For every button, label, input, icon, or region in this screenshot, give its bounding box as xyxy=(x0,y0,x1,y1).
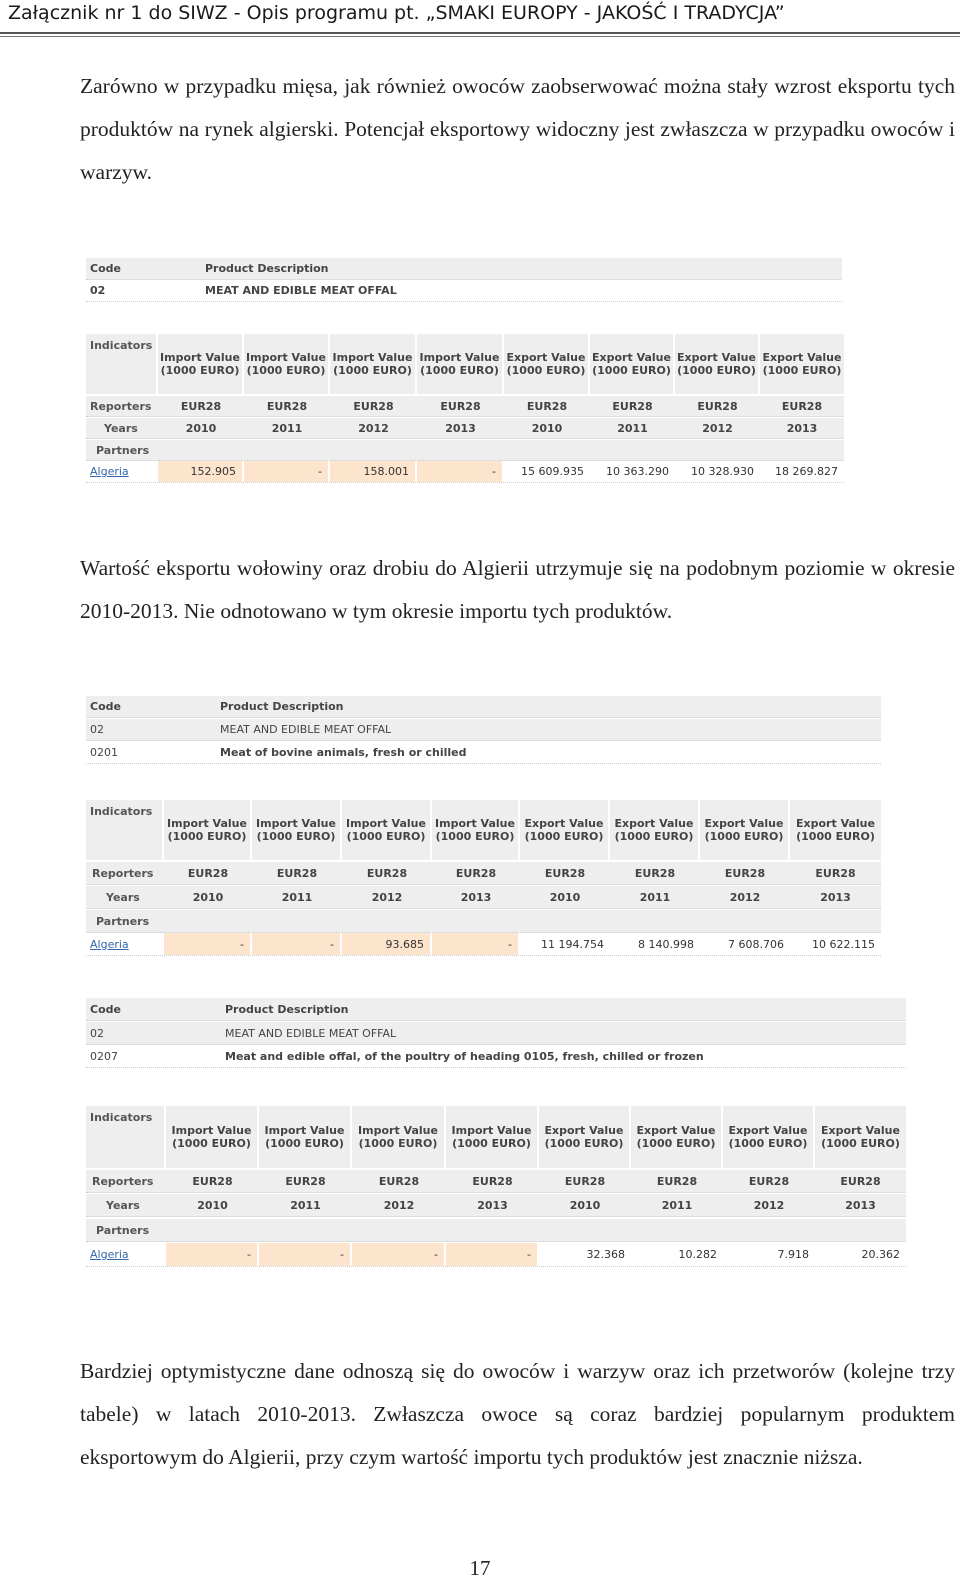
page-header xyxy=(0,0,960,40)
value-cell: - xyxy=(446,1243,539,1266)
reporter-cell: EUR28 xyxy=(656,1174,698,1188)
code-value: 02 xyxy=(90,723,104,736)
partners-label: Partners xyxy=(96,443,150,457)
paragraph-2: Wartość eksportu wołowiny oraz drobiu do Algierii utrzymuje się na podobnym poziomie w okresie 2010-2013. Nie odnotowano w tym okresie importu tych produktów. xyxy=(80,556,955,623)
year-cell: 2012 xyxy=(753,1198,785,1212)
reporter-cell: EUR28 xyxy=(455,866,497,880)
code-label: Code xyxy=(90,262,121,275)
value-cell: - xyxy=(417,461,504,482)
reporter-cell: EUR28 xyxy=(781,399,823,413)
value-cell: - xyxy=(164,933,252,955)
reporter-cell: EUR28 xyxy=(526,399,568,413)
value-cell: 152.905 xyxy=(158,461,244,482)
reporter-cell: EUR28 xyxy=(748,1174,790,1188)
value-cell: 10 363.290 xyxy=(606,465,669,478)
code-row xyxy=(86,1045,906,1068)
code-table-3 xyxy=(86,998,906,1070)
indicator-cell: Import Value (1000 EURO) xyxy=(158,334,244,394)
reporter-cell: EUR28 xyxy=(840,1174,881,1188)
code-row xyxy=(86,742,881,764)
reporters-label: Reporters xyxy=(92,866,154,880)
reporter-cell: EUR28 xyxy=(440,399,481,413)
indicator-cell: Import Value (1000 EURO) xyxy=(252,800,342,860)
header-rule xyxy=(0,32,960,34)
indicator-cell: Export Value (1000 EURO) xyxy=(504,334,590,394)
reporter-cell: EUR28 xyxy=(472,1174,513,1188)
years-label: Years xyxy=(106,1198,140,1212)
reporter-cell: EUR28 xyxy=(697,399,738,413)
value-cell: 10 622.115 xyxy=(812,937,875,951)
indicators-label: Indicators xyxy=(86,1106,166,1168)
reporter-cell: EUR28 xyxy=(634,866,676,880)
page-number: 17 xyxy=(469,1556,491,1580)
code-header-row xyxy=(86,998,906,1021)
year-cell: 2011 xyxy=(290,1198,321,1212)
partners-row xyxy=(86,1219,906,1242)
partners-row xyxy=(86,910,881,933)
reporter-cell: EUR28 xyxy=(285,1174,326,1188)
indicator-cell: Import Value (1000 EURO) xyxy=(259,1106,352,1168)
year-cell: 2010 xyxy=(549,890,581,904)
code-label: Code xyxy=(90,700,121,713)
year-cell: 2013 xyxy=(477,1198,508,1212)
partners-label: Partners xyxy=(96,914,150,928)
value-cell: - xyxy=(244,461,330,482)
desc-value: MEAT AND EDIBLE MEAT OFFAL xyxy=(205,284,397,297)
code-label: Code xyxy=(90,1002,121,1016)
code-header-row xyxy=(86,258,842,280)
year-cell: 2013 xyxy=(460,890,492,904)
year-cell: 2011 xyxy=(617,421,648,435)
year-cell: 2011 xyxy=(281,890,313,904)
indicator-cell: Export Value (1000 EURO) xyxy=(520,800,610,860)
indicator-cell: Import Value (1000 EURO) xyxy=(352,1106,446,1168)
year-cell: 2013 xyxy=(845,1198,876,1212)
value-cell: 10 328.930 xyxy=(691,465,754,478)
indicator-cell: Import Value (1000 EURO) xyxy=(166,1106,259,1168)
indicator-cell: Export Value (1000 EURO) xyxy=(815,1106,906,1168)
indicator-cell: Import Value (1000 EURO) xyxy=(342,800,432,860)
reporters-label: Reporters xyxy=(92,1174,154,1188)
header-rule-thin xyxy=(0,36,960,37)
year-cell: 2013 xyxy=(820,890,851,904)
year-cell: 2010 xyxy=(185,421,217,435)
reporter-cell: EUR28 xyxy=(544,866,586,880)
reporter-cell: EUR28 xyxy=(815,866,856,880)
value-table-1 xyxy=(86,334,844,484)
year-cell: 2011 xyxy=(661,1198,693,1212)
reporters-row xyxy=(86,862,881,885)
years-label: Years xyxy=(106,890,140,904)
reporter-cell: EUR28 xyxy=(564,1174,606,1188)
code-header-row xyxy=(86,696,881,718)
years-row xyxy=(86,1194,906,1217)
data-row xyxy=(86,1243,906,1267)
data-row xyxy=(86,933,881,956)
header-title: Załącznik nr 1 do SIWZ - Opis programu pt. „SMAKI EUROPY - JAKOŚĆ I TRADYCJA” xyxy=(8,2,785,24)
desc-value: Meat of bovine animals, fresh or chilled xyxy=(220,746,467,759)
code-value: 0201 xyxy=(90,746,118,759)
code-row xyxy=(86,280,842,302)
years-row xyxy=(86,886,881,909)
paragraph-3: Bardziej optymistyczne dane odnoszą się do owoców i warzyw oraz ich przetworów (kolejne trzy tabele) w latach 2010-2013. Zwłaszcza owoce są coraz bardziej popularnym produktem eksportowym do Algierii, przy czym wartość importu tych produktów jest znacznie niższa. xyxy=(80,1359,955,1469)
indicator-cell: Export Value (1000 EURO) xyxy=(760,334,844,394)
indicators-label: Indicators xyxy=(86,334,158,394)
partner-link[interactable]: Algeria xyxy=(90,1248,129,1261)
code-table-2 xyxy=(86,696,881,766)
value-cell: - xyxy=(259,1243,352,1266)
indicator-cell: Import Value (1000 EURO) xyxy=(244,334,330,394)
reporter-cell: EUR28 xyxy=(724,866,766,880)
indicators-label: Indicators xyxy=(86,800,164,860)
indicators-row xyxy=(86,800,881,860)
indicator-cell: Export Value (1000 EURO) xyxy=(539,1106,631,1168)
code-value: 02 xyxy=(90,1026,104,1040)
reporter-cell: EUR28 xyxy=(192,1174,233,1188)
reporters-row xyxy=(86,396,844,417)
year-cell: 2012 xyxy=(702,421,733,435)
reporter-cell: EUR28 xyxy=(378,1174,420,1188)
code-row xyxy=(86,719,881,741)
value-cell: - xyxy=(252,933,342,955)
year-cell: 2012 xyxy=(383,1198,415,1212)
year-cell: 2012 xyxy=(371,890,403,904)
desc-label: Product Description xyxy=(225,1002,349,1016)
year-cell: 2012 xyxy=(729,890,761,904)
code-value: 0207 xyxy=(90,1049,118,1063)
reporter-cell: EUR28 xyxy=(180,399,222,413)
year-cell: 2012 xyxy=(358,421,389,435)
value-table-2 xyxy=(86,800,881,956)
value-cell: - xyxy=(432,933,520,955)
reporter-cell: EUR28 xyxy=(266,399,308,413)
year-cell: 2010 xyxy=(531,421,563,435)
partners-row xyxy=(86,440,844,461)
value-cell: 15 609.935 xyxy=(521,465,584,478)
desc-label: Product Description xyxy=(220,700,344,713)
indicator-cell: Export Value (1000 EURO) xyxy=(631,1106,723,1168)
year-cell: 2011 xyxy=(639,890,671,904)
indicator-cell: Import Value (1000 EURO) xyxy=(446,1106,539,1168)
indicator-cell: Export Value (1000 EURO) xyxy=(790,800,881,860)
value-cell: 8 140.998 xyxy=(638,937,694,951)
year-cell: 2010 xyxy=(569,1198,601,1212)
paragraph-1: Zarówno w przypadku mięsa, jak również owoców zaobserwować można stały wzrost eksportu tych produktów na rynek algierski. Potencjał eksportowy widoczny jest zwłaszcza w przypadku owoców i warzyw. xyxy=(80,74,955,184)
reporter-cell: EUR28 xyxy=(366,866,408,880)
value-cell: 11 194.754 xyxy=(541,937,604,951)
value-cell: 93.685 xyxy=(342,933,432,955)
indicator-cell: Import Value (1000 EURO) xyxy=(164,800,252,860)
indicator-cell: Import Value (1000 EURO) xyxy=(417,334,504,394)
indicator-cell: Import Value (1000 EURO) xyxy=(432,800,520,860)
partner-link[interactable]: Algeria xyxy=(90,937,129,951)
value-cell: 32.368 xyxy=(586,1248,625,1261)
year-cell: 2013 xyxy=(786,421,818,435)
reporter-cell: EUR28 xyxy=(353,399,394,413)
indicator-cell: Export Value (1000 EURO) xyxy=(610,800,700,860)
data-row xyxy=(86,461,844,483)
value-table-3 xyxy=(86,1106,906,1268)
value-cell: - xyxy=(166,1243,259,1266)
reporter-cell: EUR28 xyxy=(187,866,229,880)
year-cell: 2010 xyxy=(197,1198,228,1212)
year-cell: 2011 xyxy=(271,421,303,435)
partner-link[interactable]: Algeria xyxy=(90,465,129,478)
value-cell: 158.001 xyxy=(330,461,417,482)
indicator-cell: Export Value (1000 EURO) xyxy=(700,800,790,860)
reporter-cell: EUR28 xyxy=(612,399,653,413)
indicator-cell: Export Value (1000 EURO) xyxy=(675,334,760,394)
indicators-row xyxy=(86,1106,906,1168)
reporter-cell: EUR28 xyxy=(276,866,318,880)
desc-value: MEAT AND EDIBLE MEAT OFFAL xyxy=(225,1026,397,1040)
value-cell: 7 608.706 xyxy=(728,937,784,951)
indicators-row xyxy=(86,334,844,394)
desc-value: MEAT AND EDIBLE MEAT OFFAL xyxy=(220,723,392,736)
year-cell: 2013 xyxy=(445,421,476,435)
years-label: Years xyxy=(104,421,138,435)
value-cell: 18 269.827 xyxy=(775,465,838,478)
value-cell: - xyxy=(352,1243,446,1266)
code-table-1 xyxy=(86,258,842,302)
desc-value: Meat and edible offal, of the poultry of heading 0105, fresh, chilled or frozen xyxy=(225,1049,704,1063)
value-cell: 10.282 xyxy=(678,1248,717,1261)
indicator-cell: Import Value (1000 EURO) xyxy=(330,334,417,394)
indicator-cell: Export Value (1000 EURO) xyxy=(723,1106,815,1168)
desc-label: Product Description xyxy=(205,262,329,275)
partners-label: Partners xyxy=(96,1223,150,1237)
year-cell: 2010 xyxy=(192,890,224,904)
years-row xyxy=(86,418,844,439)
code-row xyxy=(86,1022,906,1045)
reporters-row xyxy=(86,1170,906,1193)
code-value: 02 xyxy=(90,284,106,297)
indicator-cell: Export Value (1000 EURO) xyxy=(590,334,675,394)
reporters-label: Reporters xyxy=(90,399,152,413)
value-cell: 20.362 xyxy=(861,1248,900,1261)
value-cell: 7.918 xyxy=(777,1248,809,1261)
